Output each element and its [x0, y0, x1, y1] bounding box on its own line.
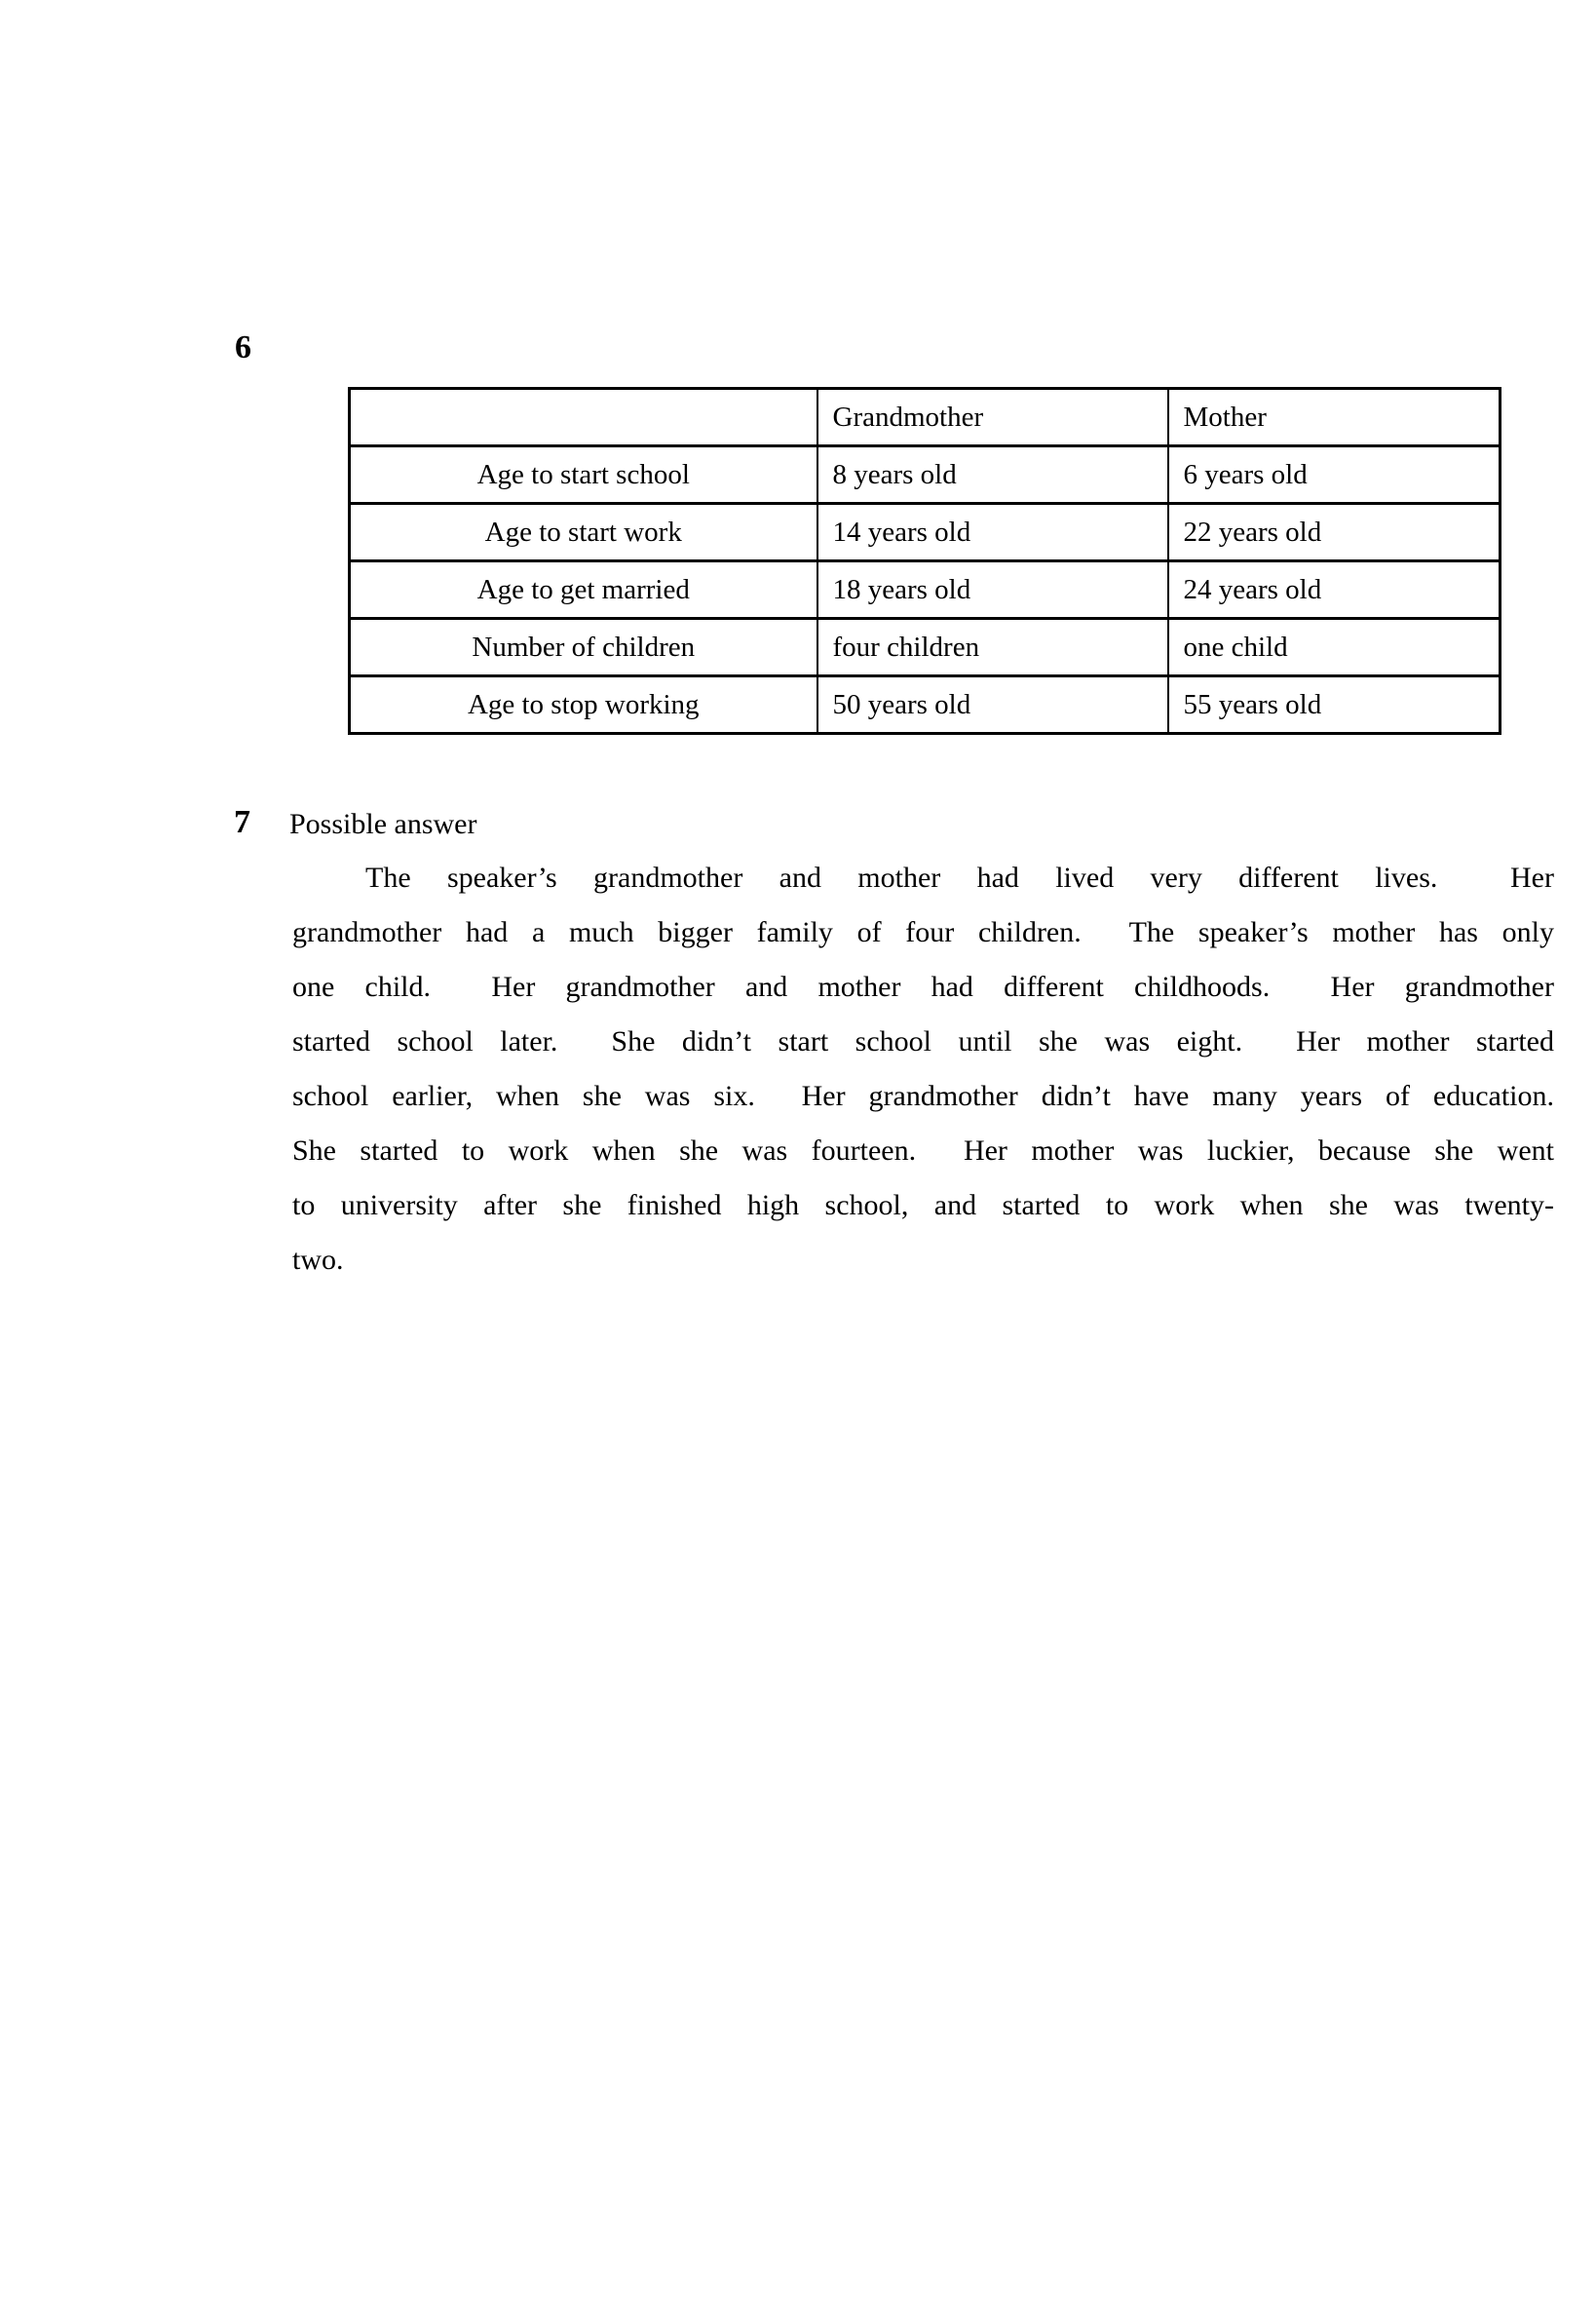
row-label: Age to stop working — [350, 676, 817, 734]
paragraph-line: grandmother had a much bigger family of four children. The speaker’s mother has only — [292, 916, 1554, 948]
table-row — [350, 446, 1501, 504]
paragraph-line: two. — [292, 1244, 344, 1276]
possible-answer-paragraph — [292, 851, 1554, 1288]
mother-value: 6 years old — [1168, 446, 1501, 504]
paragraph-line: one child. Her grandmother and mother had different childhoods. Her grandmother — [292, 971, 1554, 1003]
table-row — [350, 619, 1501, 676]
row-label: Age to get married — [350, 561, 817, 619]
table-row — [350, 561, 1501, 619]
paragraph-line: to university after she finished high school, and started to work when she was twenty- — [292, 1189, 1554, 1221]
row-label: Number of children — [350, 619, 817, 676]
section-6-number: 6 — [235, 329, 251, 365]
section-7-number: 7 — [234, 804, 250, 840]
paragraph-line: The speaker’s grandmother and mother had lived very different lives. Her — [365, 862, 1554, 894]
row-label: Age to start school — [350, 446, 817, 504]
grandmother-value: 18 years old — [817, 561, 1168, 619]
paragraph-line: started school later. She didn’t start school until she was eight. Her mother started — [292, 1025, 1554, 1057]
mother-value: one child — [1168, 619, 1501, 676]
header-empty-cell — [350, 389, 817, 446]
table-row — [350, 504, 1501, 561]
possible-answer-heading: Possible answer — [289, 808, 477, 840]
table-body — [350, 389, 1501, 734]
paragraph-line: school earlier, when she was six. Her grandmother didn’t have many years of education. — [292, 1080, 1554, 1112]
mother-value: 22 years old — [1168, 504, 1501, 561]
grandmother-value: four children — [817, 619, 1168, 676]
table-header-row — [350, 389, 1501, 446]
grandmother-value: 50 years old — [817, 676, 1168, 734]
grandmother-value: 8 years old — [817, 446, 1168, 504]
table-row — [350, 676, 1501, 734]
header-grandmother: Grandmother — [817, 389, 1168, 446]
comparison-table — [348, 387, 1501, 735]
mother-value: 55 years old — [1168, 676, 1501, 734]
grandmother-value: 14 years old — [817, 504, 1168, 561]
mother-value: 24 years old — [1168, 561, 1501, 619]
header-mother: Mother — [1168, 389, 1501, 446]
row-label: Age to start work — [350, 504, 817, 561]
paragraph-line: She started to work when she was fourteen. Her mother was luckier, because she went — [292, 1134, 1554, 1167]
